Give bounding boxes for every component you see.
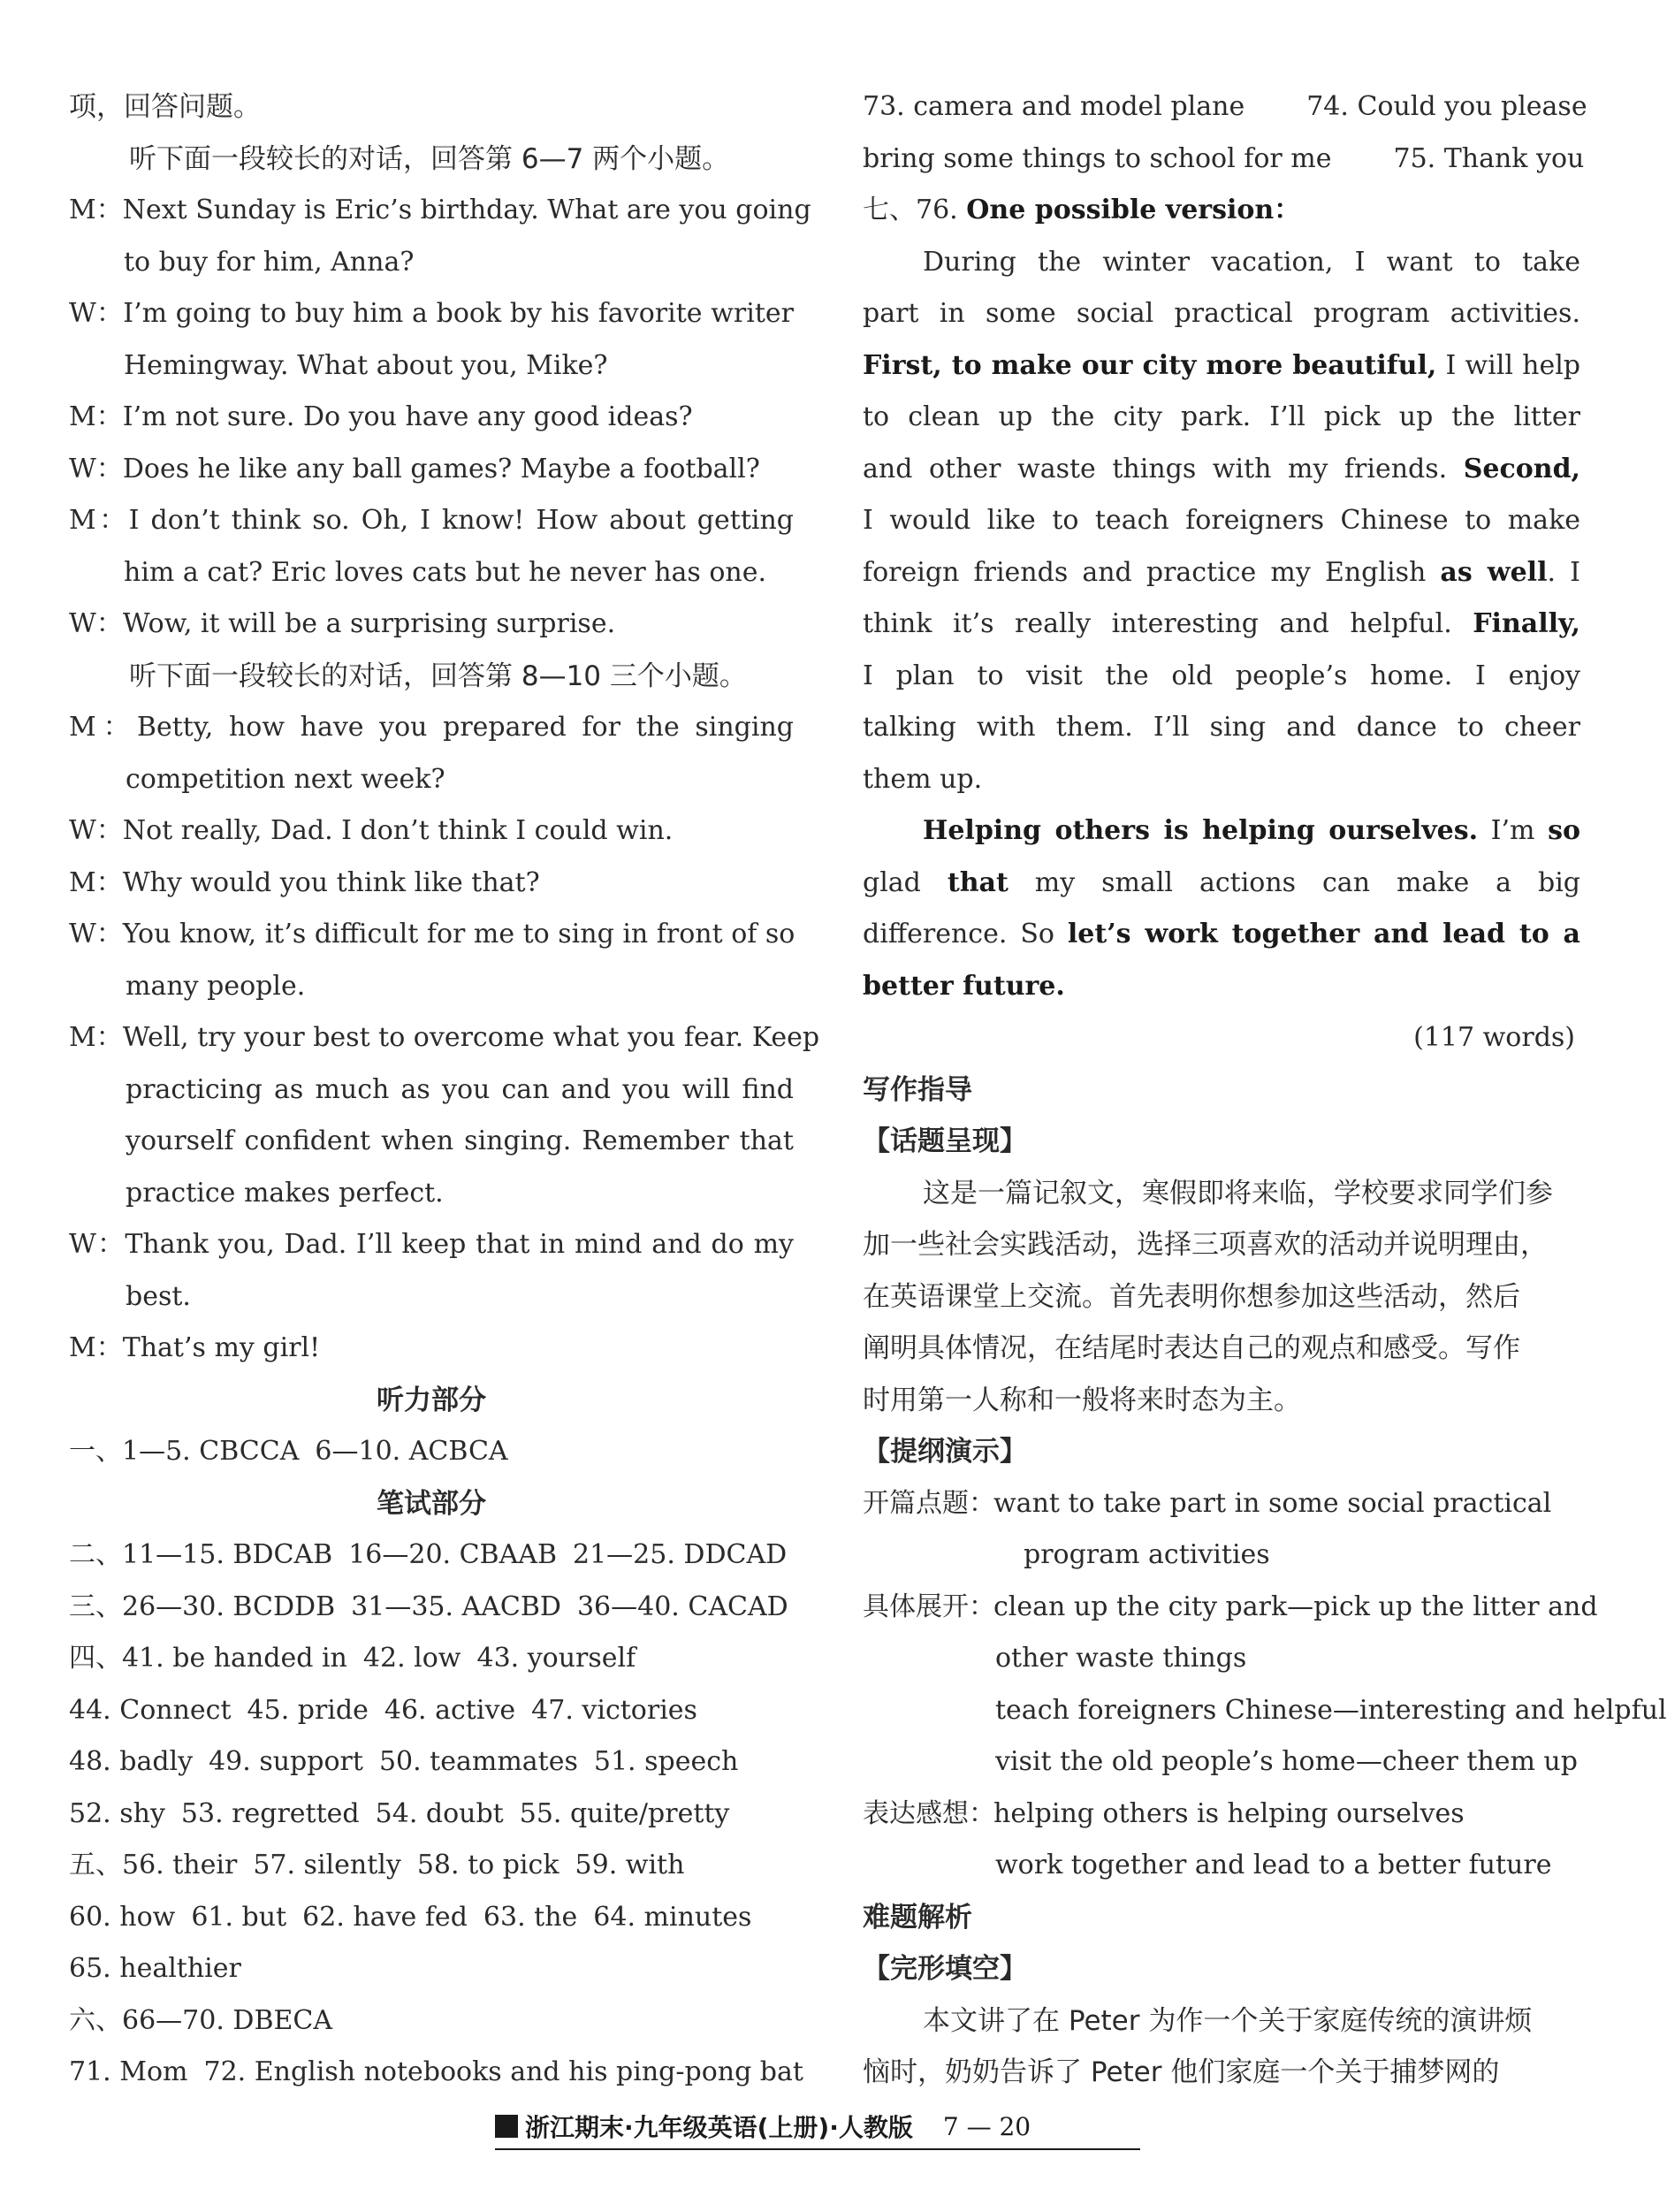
left-line	[69, 1633, 794, 1685]
right-line	[863, 495, 1580, 547]
text-run: 61. but	[191, 1901, 287, 1933]
text-run: One possible version：	[966, 195, 1301, 225]
text-run: 31—35. AACBD	[351, 1590, 561, 1622]
text-run: foreign friends and practice my English	[863, 556, 1441, 588]
text-run: 五、56. their	[69, 1850, 238, 1880]
left-line	[69, 547, 794, 599]
text-run: clean up the city park—pick up the litter and	[993, 1590, 1598, 1622]
text-run: 73. camera and model plane	[863, 91, 1245, 122]
text-run: teach foreigners Chinese—interesting and helpful	[995, 1694, 1667, 1726]
text-run: 【提纲演示】	[863, 1436, 1027, 1468]
text-run: so	[1548, 815, 1580, 846]
text-run: let’s work together and lead to a	[1067, 919, 1580, 950]
text-run: helping others is helping ourselves	[993, 1797, 1465, 1829]
right-line	[863, 1943, 1580, 1995]
right-line	[863, 1116, 1580, 1168]
text-run: think it’s really interesting and helpful.	[863, 608, 1473, 639]
text-run: 阐明具体情况，在结尾时表达自己的观点和感受。写作	[863, 1332, 1520, 1364]
right-line	[863, 1426, 1580, 1478]
right-line	[863, 340, 1580, 393]
left-line	[69, 81, 794, 133]
text-run: 43. yourself	[476, 1643, 636, 1674]
text-run: 听下面一段较长的对话，回答第 6—7 两个小题。	[129, 142, 730, 175]
text-run: . I	[1547, 556, 1580, 588]
left-line	[69, 1892, 794, 1944]
text-run: to buy for him, Anna?	[124, 246, 415, 278]
text-run: 60. how	[69, 1901, 176, 1933]
text-run: 四、41. be handed in	[69, 1643, 347, 1674]
left-line	[69, 599, 794, 651]
text-run: W：Not really, Dad. I don’t think I could win.	[69, 815, 674, 846]
text-run: 时用第一人称和一般将来时态为主。	[863, 1384, 1301, 1416]
left-line	[69, 651, 794, 703]
right-line	[863, 1478, 1580, 1530]
left-line	[69, 1789, 794, 1841]
text-run: M：Betty, how have you prepared for the singing	[69, 712, 794, 743]
footer-title: 浙江期末·九年级英语(上册)·人教版	[525, 2113, 913, 2142]
text-run: better future.	[863, 970, 1065, 1002]
text-run: 21—25. DDCAD	[572, 1539, 788, 1570]
right-line	[863, 1633, 1580, 1685]
text-run: M：Next Sunday is Eric’s birthday. What are you going	[69, 195, 811, 225]
left-column	[69, 81, 820, 2099]
text-run: 一、1—5. CBCCA	[69, 1436, 300, 1467]
text-run: 42. low	[362, 1643, 461, 1674]
right-line	[863, 133, 1585, 186]
text-run: glad	[863, 866, 948, 898]
right-line	[863, 185, 1580, 237]
text-run: Second,	[1463, 453, 1580, 484]
text-run: him a cat? Eric loves cats but he never has one.	[124, 556, 767, 588]
left-line	[69, 1426, 794, 1478]
left-line	[69, 133, 794, 186]
text-run: 六、66—70. DBECA	[69, 2004, 333, 2036]
text-run: 52. shy	[69, 1797, 165, 1829]
right-line	[863, 1168, 1580, 1220]
text-run: M：Why would you think like that?	[69, 866, 540, 898]
text-run: 49. support	[209, 1746, 363, 1777]
right-line	[863, 1219, 1580, 1271]
text-run: 71. Mom	[69, 2056, 188, 2087]
left-line	[69, 1271, 794, 1323]
right-line	[863, 858, 1580, 910]
left-line	[69, 1943, 794, 1995]
left-line	[69, 1478, 794, 1530]
text-run: 63. the	[483, 1901, 578, 1933]
right-line	[863, 1375, 1580, 1427]
right-line	[863, 1529, 1580, 1582]
right-line	[863, 1271, 1580, 1323]
text-run: Finally,	[1473, 608, 1580, 639]
text-run: competition next week?	[126, 763, 445, 795]
text-run: 50. teammates	[378, 1746, 578, 1777]
text-run: 6—10. ACBCA	[315, 1436, 508, 1467]
right-line	[863, 1685, 1667, 1737]
text-run: W：Thank you, Dad. I’ll keep that in mind and do my	[69, 1229, 794, 1260]
text-run: 二、11—15. BDCAB	[69, 1539, 333, 1570]
text-run: 44. Connect	[69, 1694, 232, 1726]
right-line	[863, 1995, 1580, 2048]
left-line	[69, 1840, 794, 1892]
text-run: During the winter vacation, I want to take	[923, 246, 1580, 278]
text-run: W：You know, it’s difficult for me to sing in front of so	[69, 919, 795, 950]
text-run: to clean up the city park. I’ll pick up the litter	[863, 401, 1580, 432]
right-line	[863, 702, 1580, 754]
text-run: them up.	[863, 763, 983, 795]
text-run: 75. Thank you	[1393, 142, 1585, 174]
outline-label: 表达感想：	[863, 1797, 995, 1829]
left-line	[69, 288, 794, 340]
left-line	[69, 185, 811, 237]
outline-label: 具体展开：	[863, 1590, 995, 1622]
text-run: I’m	[1478, 815, 1549, 846]
text-run: 58. to pick	[416, 1850, 559, 1880]
left-line	[69, 754, 794, 806]
text-run: M：Well, try your best to overcome what you fear. Keep	[69, 1022, 820, 1053]
text-run: 65. healthier	[69, 1953, 241, 1984]
right-line	[863, 1582, 1598, 1634]
right-line	[863, 651, 1580, 703]
text-run: 62. have fed	[302, 1901, 468, 1933]
text-run: 加一些社会实践活动，选择三项喜欢的活动并说明理由，	[863, 1229, 1548, 1261]
left-line	[69, 702, 794, 754]
text-run: 57. silently	[253, 1850, 401, 1880]
right-line	[863, 754, 1580, 806]
text-run: 16—20. CBAAB	[348, 1539, 557, 1570]
left-line	[69, 1736, 794, 1789]
text-run: 54. doubt	[375, 1797, 504, 1829]
text-run: 59. with	[575, 1850, 685, 1880]
text-run: as well	[1440, 556, 1548, 588]
left-line	[69, 1323, 794, 1375]
left-line	[69, 858, 794, 910]
text-run: 三、26—30. BCDDB	[69, 1590, 336, 1622]
left-line	[69, 1375, 794, 1427]
right-line	[863, 1012, 1580, 1064]
text-run: many people.	[126, 970, 306, 1002]
right-line	[863, 2047, 1580, 2099]
text-run: 72. English notebooks and his ping-pong bat	[203, 2056, 803, 2087]
text-run: 51. speech	[593, 1746, 739, 1777]
text-run: 听下面一段较长的对话，回答第 8—10 三个小题。	[129, 660, 747, 692]
text-run: visit the old people’s home—cheer them up	[995, 1746, 1578, 1777]
right-line	[863, 444, 1580, 496]
text-run: my small actions can make a big	[1008, 866, 1580, 898]
left-line	[69, 237, 794, 289]
right-line	[863, 237, 1580, 289]
right-line	[863, 392, 1580, 444]
text-run: 47. victories	[531, 1694, 697, 1726]
right-line	[863, 1064, 1580, 1117]
text-run: M：I don’t think so. Oh, I know! How about getting	[69, 505, 794, 536]
left-line	[69, 2047, 803, 2099]
right-line	[863, 81, 1587, 133]
left-line	[69, 444, 794, 496]
text-run: (117 words)	[1413, 1022, 1575, 1053]
text-run: 难题解析	[863, 1901, 972, 1934]
text-run: practicing as much as you can and you will find	[126, 1073, 794, 1105]
left-line	[69, 1685, 794, 1737]
text-run: 36—40. CACAD	[576, 1590, 788, 1622]
left-line	[69, 1219, 794, 1271]
text-run: I would like to teach foreigners Chinese to make	[863, 505, 1580, 536]
text-run: 听力部分	[377, 1384, 486, 1416]
text-run: W：I’m going to buy him a book by his favorite writer	[69, 298, 794, 329]
left-line	[69, 961, 794, 1013]
text-run: 【完形填空】	[863, 1953, 1027, 1985]
text-run: W：Wow, it will be a surprising surprise.	[69, 608, 616, 639]
text-run: yourself confident when singing. Remember that	[126, 1125, 794, 1156]
text-run: want to take part in some social practical	[993, 1487, 1552, 1519]
left-line	[69, 1995, 794, 2048]
text-run: 64. minutes	[593, 1901, 752, 1933]
text-run: 写作指导	[863, 1073, 972, 1106]
text-run: I plan to visit the old people’s home. I enjoy	[863, 660, 1580, 691]
text-run: that	[947, 866, 1009, 898]
left-line	[69, 909, 794, 961]
left-line	[69, 392, 794, 444]
text-run: 46. active	[384, 1694, 516, 1726]
text-run: Helping others is helping ourselves.	[923, 815, 1479, 846]
right-line	[863, 805, 1580, 858]
right-line	[863, 1840, 1580, 1892]
right-line	[863, 1736, 1580, 1789]
text-run: 七、76.	[863, 195, 967, 225]
right-line	[863, 1892, 1580, 1944]
outline-label: 开篇点题：	[863, 1487, 995, 1519]
footer-rule	[495, 2148, 1140, 2150]
right-line	[863, 961, 1580, 1013]
left-line	[69, 1116, 794, 1168]
text-run: work together and lead to a better future	[995, 1850, 1552, 1880]
text-run: part in some social practical program activities.	[863, 298, 1580, 329]
right-line	[863, 547, 1580, 599]
page-footer	[495, 2104, 1140, 2148]
left-line	[69, 340, 794, 393]
text-run: best.	[126, 1280, 191, 1312]
left-line	[69, 1064, 794, 1117]
text-run: 这是一篇记叙文，寒假即将来临，学校要求同学们参	[923, 1177, 1553, 1209]
left-line	[69, 1529, 794, 1582]
left-line	[69, 495, 794, 547]
left-line	[69, 1582, 794, 1634]
text-run: talking with them. I’ll sing and dance to cheer	[863, 712, 1580, 743]
text-run: M：I’m not sure. Do you have any good ideas?	[69, 401, 693, 432]
right-line	[863, 1789, 1580, 1841]
text-run: 恼时，奶奶告诉了 Peter 他们家庭一个关于捕梦网的	[863, 2056, 1500, 2088]
footer-square-icon	[495, 2115, 518, 2138]
text-run: 笔试部分	[377, 1487, 486, 1520]
text-run: bring some things to school for me	[863, 142, 1332, 174]
text-run: difference. So	[863, 919, 1068, 950]
text-run: W：Does he like any ball games? Maybe a football?	[69, 453, 760, 484]
page-number: 7 — 20	[942, 2111, 1031, 2141]
text-run: 53. regretted	[180, 1797, 360, 1829]
left-line	[69, 805, 794, 858]
text-run: 在英语课堂上交流。首先表明你想参加这些活动，然后	[863, 1280, 1520, 1313]
text-run: practice makes perfect.	[126, 1177, 444, 1209]
text-run: First, to make our city more beautiful,	[863, 349, 1437, 381]
right-line	[863, 599, 1580, 651]
text-run: 55. quite/pretty	[519, 1797, 730, 1829]
text-run: 45. pride	[247, 1694, 369, 1726]
right-column	[863, 81, 1667, 2099]
text-run: 48. badly	[69, 1746, 194, 1777]
text-run: 项，回答问题。	[69, 91, 261, 123]
text-run: 74. Could you please	[1306, 91, 1587, 122]
text-run: other waste things	[995, 1643, 1247, 1674]
text-run: and other waste things with my friends.	[863, 453, 1464, 484]
left-line	[69, 1168, 794, 1220]
text-run: 本文讲了在 Peter 为作一个关于家庭传统的演讲烦	[923, 2004, 1533, 2037]
right-line	[863, 909, 1580, 961]
text-run: M：That’s my girl!	[69, 1332, 321, 1363]
text-run: Hemingway. What about you, Mike?	[124, 349, 608, 381]
left-line	[69, 1012, 820, 1064]
text-run: program activities	[1024, 1539, 1270, 1570]
right-line	[863, 1323, 1580, 1375]
right-line	[863, 288, 1580, 340]
text-run: I will help	[1436, 349, 1580, 381]
text-run: 【话题呈现】	[863, 1125, 1027, 1157]
